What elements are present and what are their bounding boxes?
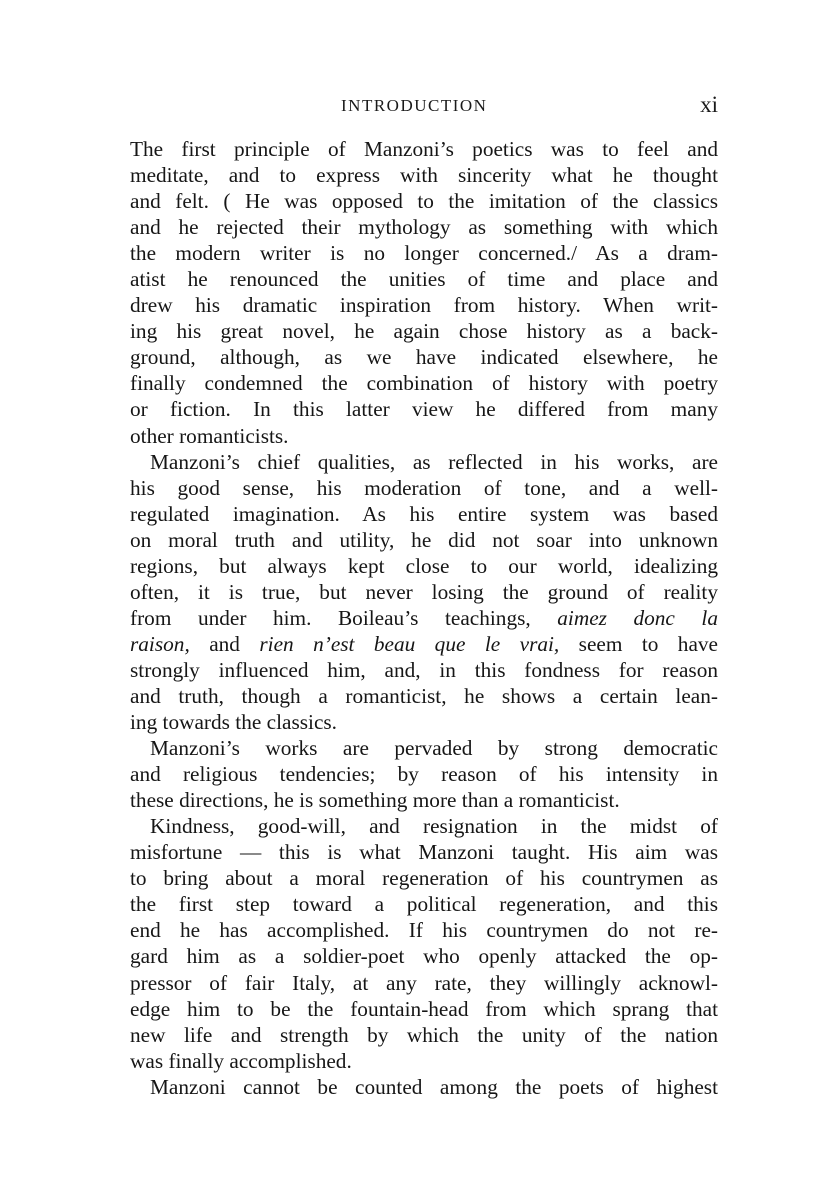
text-line: and he rejected their mythology as something with which [130,215,718,240]
text-line: to bring about a moral regeneration of his countrymen as [130,866,718,891]
text-line: pressor of fair Italy, at any rate, they willingly acknowl- [130,970,718,995]
text-line: ing towards the classics. [130,710,338,735]
text-line: drew his dramatic inspiration from history. When writ- [130,293,718,318]
text-line: and truth, though a romanticist, he shows a certain lean- [130,683,718,708]
text-line: or fiction. In this latter view he differed from many [130,397,718,422]
text-line: and felt. ( He was opposed to the imitation of the classics [130,189,718,214]
text-run: from under him. Boileau’s teachings, [130,605,531,630]
text-line: often, it is true, but never losing the ground of reality [130,579,718,604]
text-line: Manzoni cannot be counted among the poets of highest [150,1074,718,1099]
text-line: and religious tendencies; by reason of his intensity in [130,762,718,787]
body-text [130,136,718,1100]
text-line: edge him to be the fountain-head from which sprang that [130,996,718,1021]
text-line: ground, although, as we have indicated elsewhere, he [130,345,718,370]
text-line: ing his great novel, he again chose history as a back- [130,319,718,344]
page-number: xi [700,92,718,117]
text-line: other romanticists. [130,423,289,448]
text-line: strongly influenced him, and, in this fondness for reason [130,657,718,682]
text-line: on moral truth and utility, he did not soar into unknown [130,527,718,552]
text-line: finally condemned the combination of history with poetry [130,371,718,396]
italic-quote: raison, [130,631,190,656]
text-line: Kindness, good-will, and resignation in the midst of [150,814,718,839]
text-line: his good sense, his moderation of tone, and a well- [130,475,718,500]
text-line: Manzoni’s works are pervaded by strong democratic [150,736,718,761]
text-line: Manzoni’s chief qualities, as reflected in his works, are [150,449,718,474]
running-head: INTRODUCTION [341,96,488,115]
text-line: the first step toward a political regeneration, and this [130,892,718,917]
page-header [130,93,718,119]
text-line: misfortune — this is what Manzoni taught. His aim was [130,840,718,865]
text-line: gard him as a soldier-poet who openly attacked the op- [130,944,718,969]
text-line: the modern writer is no longer concerned./ As a dram- [130,241,718,266]
text-line: these directions, he is something more than a romanticist. [130,788,620,813]
text-line: The first principle of Manzoni’s poetics was to feel and [130,137,718,161]
text-line: new life and strength by which the unity of the nation [130,1022,718,1047]
text-run: and [209,631,240,656]
text-run: seem to have [578,631,719,656]
text-line [130,605,718,631]
italic-quote: aimez donc la [557,605,718,630]
text-line [130,631,718,657]
italic-quote: rien n’est beau que le vrai, [259,631,560,656]
text-line: meditate, and to express with sincerity what he thought [130,163,718,188]
text-line: regulated imagination. As his entire system was based [130,501,718,526]
text-line: regions, but always kept close to our world, idealizing [130,553,718,578]
text-line: was finally accomplished. [130,1048,352,1073]
text-line: end he has accomplished. If his countrymen do not re- [130,918,718,943]
text-line: atist he renounced the unities of time and place and [130,267,718,292]
